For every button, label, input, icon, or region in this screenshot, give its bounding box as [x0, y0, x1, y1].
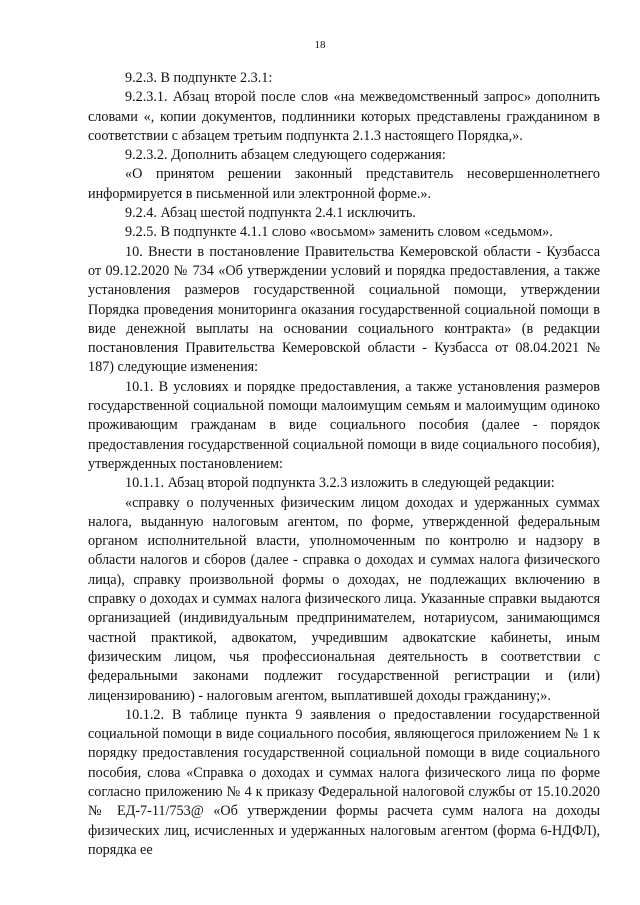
paragraph-10-1-2: 10.1.2. В таблице пункта 9 заявления о предоставлении государственной социальной помощи в виде социального пособия, являющегося приложением № 1 к порядку предоставления государственной социальной помощи в виде социального пособия, слова «Справка о доходах и суммах налога физического лица по форме согласно приложению № 4 к приказу Федеральной налоговой службы от 15.10.2020 № ЕД-7-11/753@ «Об утверждении формы расчета сумм налога на доходы физических лиц, исчисленных и удержанных налоговым агентом (форма 6-НДФЛ), порядка ее	[88, 706, 600, 858]
paragraph-9-2-5: 9.2.5. В подпункте 4.1.1 слово «восьмом» заменить словом «седьмом».	[125, 224, 553, 241]
paragraph-quote-new-clause: «О принятом решении законный представитель несовершеннолетнего информируется в письменной или электронной форме.».	[88, 166, 600, 202]
paragraph-quote-income-certificate: «справку о полученных физическим лицом доходах и удержанных суммах налога, выданную налоговым агентом, по форме, утвержденной федеральным органом исполнительной власти, уполномоченным по контролю и надзору в области налогов и сборов (далее - справка о доходах и суммах налога физического лица), справку произвольной формы о доходах, не подлежащих включению в справку о доходах и суммах налога физического лица. Указанные справки выдаются организацией (индивидуальным предпринимателем, нотариусом, занимающимся частной практикой, адвокатом, учредившим адвокатские кабинеты, иным физическим лицом, чья профессиональная деятельность в соответствии с федеральными законами подлежит государственной регистрации и (или) лицензированию) - налоговым агентом, выплатившей доходы гражданину;».	[88, 494, 600, 704]
paragraph-9-2-3: 9.2.3. В подпункте 2.3.1:	[125, 70, 273, 86]
paragraph-9-2-3-1: 9.2.3.1. Абзац второй после слов «на межведомственный запрос» дополнить словами «, копии документов, подлинники которых представлены гражданином в соответствии с абзацем третьим подпункта 2.1.3 настоящего Порядка,».	[88, 89, 600, 144]
paragraph-10-1: 10.1. В условиях и порядке предоставления, а также установления размеров государственной социальной помощи малоимущим семьям и малоимущим одиноко проживающим гражданам в виде социального пособия (далее - порядок предоставления государственной социальной помощи в виде социального пособия), утвержденных постановлением:	[88, 378, 600, 472]
document-body	[88, 69, 600, 860]
paragraph-9-2-3-2: 9.2.3.2. Дополнить абзацем следующего содержания:	[125, 147, 446, 164]
paragraph-9-2-4: 9.2.4. Абзац шестой подпункта 2.4.1 исключить.	[125, 205, 416, 222]
paragraph-10: 10. Внести в постановление Правительства Кемеровской области - Кузбасса от 09.12.2020 № 734 «Об утверждении условий и порядка предоставления, а также установления размеров государственной социальной помощи, утверждении Порядка проведения мониторинга оказания государственной социальной помощи в виде денежной выплаты на основании социального контракта» (в редакции постановления Правительства Кемеровской области - Кузбасса от 08.04.2021 № 187) следующие изменения:	[88, 243, 600, 376]
page-number: 18	[314, 39, 326, 51]
paragraph-10-1-1: 10.1.1. Абзац второй подпункта 3.2.3 изложить в следующей редакции:	[125, 475, 555, 492]
